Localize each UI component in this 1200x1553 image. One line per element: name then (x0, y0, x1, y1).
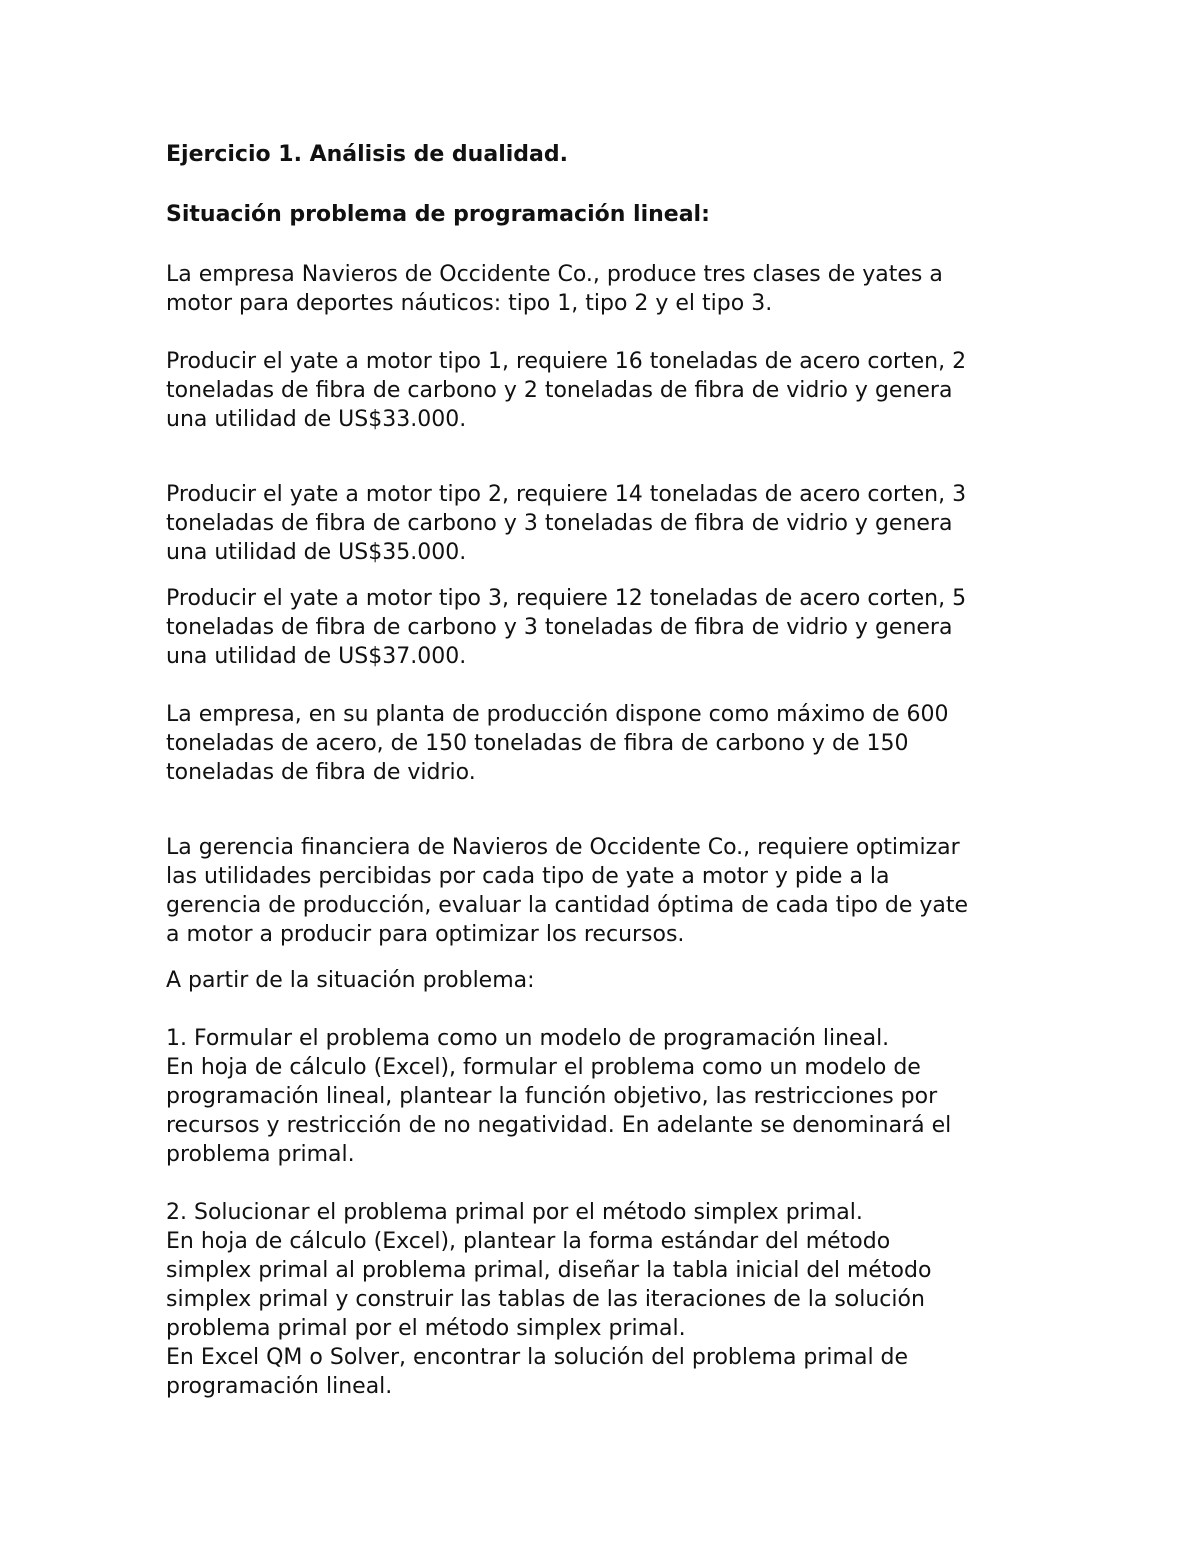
text-line: En hoja de cálculo (Excel), plantear la forma estándar del método (166, 1229, 891, 1254)
text-line: una utilidad de US$35.000. (166, 540, 467, 565)
text-line: toneladas de fibra de carbono y 3 toneladas de fibra de vidrio y genera (166, 615, 953, 640)
text-line: problema primal. (166, 1142, 355, 1167)
text-line: A partir de la situación problema: (166, 968, 535, 993)
document-body (166, 140, 1026, 1401)
text-line: simplex primal al problema primal, diseñar la tabla inicial del método (166, 1258, 932, 1283)
text-line: simplex primal y construir las tablas de las iteraciones de la solución (166, 1287, 925, 1312)
text-line: La empresa Navieros de Occidente Co., produce tres clases de yates a (166, 262, 943, 287)
text-line: gerencia de producción, evaluar la cantidad óptima de cada tipo de yate (166, 893, 969, 918)
text-line: En Excel QM o Solver, encontrar la solución del problema primal de (166, 1345, 909, 1370)
text-line: una utilidad de US$33.000. (166, 407, 467, 432)
text-line: a motor a producir para optimizar los recursos. (166, 922, 685, 947)
text-line: las utilidades percibidas por cada tipo de yate a motor y pide a la (166, 864, 890, 889)
text-line: Producir el yate a motor tipo 1, requiere 16 toneladas de acero corten, 2 (166, 349, 967, 374)
text-line: La empresa, en su planta de producción dispone como máximo de 600 (166, 702, 949, 727)
text-line: toneladas de fibra de carbono y 3 toneladas de fibra de vidrio y genera (166, 511, 953, 536)
document-title: Ejercicio 1. Análisis de dualidad. (166, 142, 568, 167)
paragraph-task-1 (166, 1024, 1026, 1169)
paragraph-yacht-type-2 (166, 480, 1026, 567)
text-line: motor para deportes náuticos: tipo 1, tipo 2 y el tipo 3. (166, 291, 773, 316)
text-line: recursos y restricción de no negatividad. En adelante se denominará el (166, 1113, 952, 1138)
paragraph-task-2 (166, 1198, 1026, 1401)
text-line: La gerencia financiera de Navieros de Occidente Co., requiere optimizar (166, 835, 960, 860)
text-line: programación lineal. (166, 1374, 393, 1399)
text-line: toneladas de acero, de 150 toneladas de fibra de carbono y de 150 (166, 731, 909, 756)
text-line: programación lineal, plantear la función objetivo, las restricciones por (166, 1084, 938, 1109)
paragraph-management (166, 833, 1026, 949)
paragraph-yacht-type-1 (166, 347, 1026, 434)
paragraph-instructions-intro (166, 966, 1026, 995)
text-line: toneladas de fibra de vidrio. (166, 760, 476, 785)
text-line: toneladas de fibra de carbono y 2 toneladas de fibra de vidrio y genera (166, 378, 953, 403)
text-line: Producir el yate a motor tipo 3, requiere 12 toneladas de acero corten, 5 (166, 586, 967, 611)
text-line: En hoja de cálculo (Excel), formular el problema como un modelo de (166, 1055, 921, 1080)
text-line: problema primal por el método simplex primal. (166, 1316, 686, 1341)
text-line: una utilidad de US$37.000. (166, 644, 467, 669)
paragraph-resources (166, 700, 1026, 787)
text-line: Producir el yate a motor tipo 2, requiere 14 toneladas de acero corten, 3 (166, 482, 967, 507)
paragraph-yacht-type-3 (166, 584, 1026, 671)
document-subtitle: Situación problema de programación lineal: (166, 202, 710, 227)
text-line: 2. Solucionar el problema primal por el método simplex primal. (166, 1200, 863, 1225)
text-line: 1. Formular el problema como un modelo de programación lineal. (166, 1026, 890, 1051)
paragraph-intro (166, 260, 1026, 318)
